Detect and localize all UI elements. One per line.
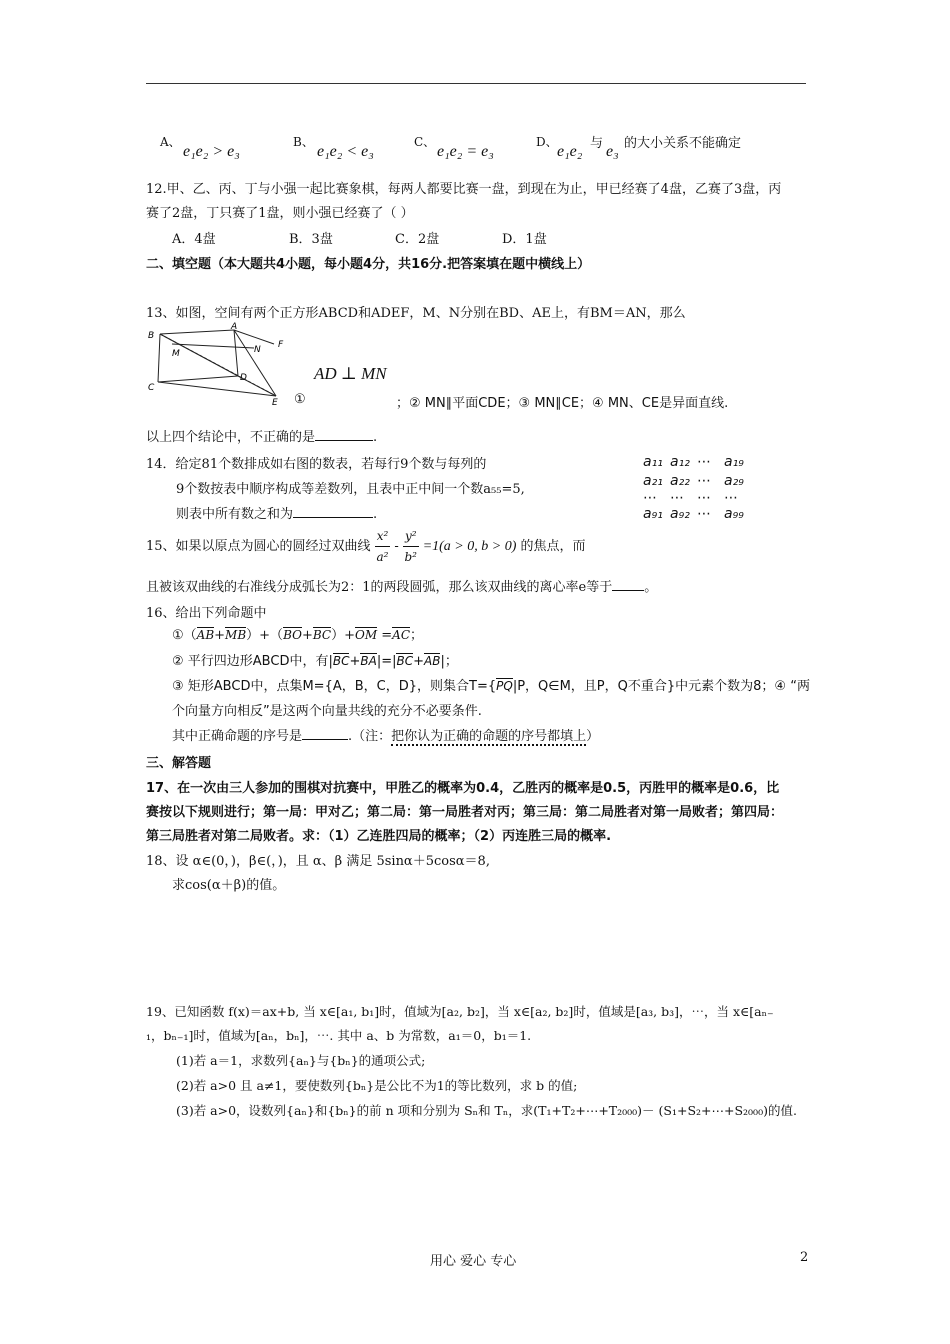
q15-question: 且被该双曲线的右准线分成弧长为2：1的两段圆弧，那么该双曲线的离心率e等于 <box>146 580 613 595</box>
q16-vector: MB <box>225 628 247 642</box>
q16-vector: BC <box>332 654 350 668</box>
q16-item3-line2: 个向量方向相反”是这两个向量共线的充分不必要条件. <box>172 704 482 719</box>
q13-fig-label-d: D <box>240 373 247 383</box>
q14-table-row <box>643 453 751 472</box>
q12-option-b: B．3盘 <box>289 232 333 247</box>
q19-part1: (1)若 a＝1，求数列{aₙ}与{bₙ}的通项公式; <box>176 1053 426 1068</box>
q13-fig-label-m: M <box>172 349 180 359</box>
q16-question: 其中正确命题的序号是 <box>172 729 303 744</box>
q14-cell: ⋯ <box>697 506 711 522</box>
q11-option-b-expr: e₁e₂ < e₃ <box>317 143 374 160</box>
q19-line2: ₁，bₙ₋₁]时，值域为[aₙ，bₙ]，⋯. 其中 a、b 为常数，a₁＝0，b₁＝1. <box>146 1028 532 1043</box>
q16-i1-text: ①（ <box>172 628 197 643</box>
q13-line1: 13、如图，空间有两个正方形ABCD和ADEF，M、N分别在BD、AE上，有BM＝AN，那么 <box>146 306 686 321</box>
q16-equals: = <box>377 628 393 643</box>
q11-option-c-expr: e₁e₂ = e₃ <box>437 143 494 160</box>
q11-option-d-label: D、 <box>536 135 558 149</box>
q17-line2: 赛按以下规则进行；第一局：甲对乙；第二局：第一局胜者对丙；第三局：第二局胜者对第一局败者；第四局： <box>146 805 784 820</box>
q15-den-b: b² <box>404 550 417 564</box>
q14-cell: a₉₉ <box>724 506 744 522</box>
q14-cell: a₉₂ <box>670 506 690 522</box>
q16-vector: BO <box>283 628 302 642</box>
q16-i1-end: ； <box>410 628 424 643</box>
q16-vector: AB <box>196 628 215 642</box>
q11-option-a-expr: e₁e₂ > e₃ <box>183 143 240 160</box>
q12-line1: 12.甲、乙、丙、丁与小强一起比赛象棋，每两人都要比赛一盘，到现在为止，甲已经赛了4盘，乙赛了3盘，丙 <box>146 182 782 197</box>
q15-num-y: y² <box>403 526 419 547</box>
header-rule <box>146 83 806 84</box>
q16-vector: BC <box>396 654 414 668</box>
q13-fig-label-b: B <box>148 331 155 341</box>
q16-i2-mid: |=| <box>376 654 397 669</box>
q15-condition: =1(a > 0, b > 0) <box>422 539 517 554</box>
q16-i1-text: ）+ <box>331 628 355 643</box>
q11-option-d-tail: 的大小关系不能确定 <box>624 136 742 151</box>
q16-note-suffix: ） <box>586 729 600 744</box>
q14-line1: 14．给定81个数排成如右图的数表，若每行9个数与每列的 <box>146 457 487 472</box>
q13-fig-label-c: C <box>148 383 155 393</box>
q13-math-ad-perp-mn: AD ⊥ MN <box>314 364 387 383</box>
q14-cell: a₁₁ <box>643 454 663 470</box>
q15-den-a: a² <box>376 550 389 564</box>
q15-line1 <box>146 526 586 567</box>
q13-item1: ① <box>294 392 306 407</box>
q18-line2: 求cos(α＋β)的值。 <box>172 878 286 893</box>
q14-cell: a₂₂ <box>670 473 690 489</box>
q16-vector: BA <box>360 654 377 668</box>
q11-option-c-label: C、 <box>414 135 436 149</box>
page-footer: 用心 爱心 专心 <box>430 1254 517 1269</box>
q16-note-emphasis: 把你认为正确的命题的序号都填上 <box>391 729 587 744</box>
q16-title: 16、给出下列命题中 <box>146 606 267 621</box>
q13-answer-blank[interactable] <box>315 428 373 441</box>
page-number: 2 <box>800 1250 809 1265</box>
q13-items-rest: ；② MN∥平面CDE；③ MN∥CE；④ MN、CE是异面直线. <box>396 396 729 411</box>
q16-i2-end: |； <box>440 654 458 669</box>
q12-option-a: A．4盘 <box>172 232 216 247</box>
q15-fraction-x <box>375 526 391 567</box>
q13-fig-label-e: E <box>272 398 278 406</box>
q14-cell: a₉₁ <box>643 506 663 522</box>
q17-line1: 17、在一次由三人参加的围棋对抗赛中，甲胜乙的概率为0.4，乙胜丙的概率是0.5，丙胜甲的概率是0.6，比 <box>146 781 780 796</box>
q16-vector: BC <box>312 628 332 642</box>
q13-fig-label-n: N <box>254 345 261 355</box>
section-2-heading: 二、填空题（本大题共4小题，每小题4分，共16分.把答案填在题中横线上） <box>146 257 591 272</box>
q11-option-d-mid: 与 <box>590 136 604 151</box>
q16-plus: + <box>349 654 361 669</box>
q14-cell: ⋯ <box>697 454 711 470</box>
q14-cell: a₁₂ <box>670 454 690 470</box>
q15-intro: 15、如果以原点为圆心的圆经过双曲线 <box>146 539 371 554</box>
q14-period: . <box>373 507 378 522</box>
q16-item2 <box>172 650 458 669</box>
q14-cell: ⋯ <box>670 490 684 506</box>
q16-vector: AB <box>424 654 441 668</box>
q16-vector: PQ <box>496 679 513 693</box>
q14-question: 则表中所有数之和为 <box>176 507 294 522</box>
q15-answer-blank[interactable] <box>612 578 644 591</box>
q16-plus: + <box>301 628 313 643</box>
q14-line2: 9个数按表中顺序构成等差数列，且表中正中间一个数a₅₅=5, <box>176 482 525 497</box>
q16-i3-text: |P，Q∈M，且P，Q不重合}中元素个数为8；④ “两 <box>512 679 810 694</box>
q19-part2: (2)若 a>0 且 a≠1，要使数列{bₙ}是公比不为1的等比数列，求 b 的值; <box>176 1078 578 1093</box>
q16-item1 <box>172 624 423 643</box>
q13-fig-label-a: A <box>231 322 238 332</box>
q14-cell: ⋯ <box>697 473 711 489</box>
q13-line3 <box>146 426 377 445</box>
q13-fig-label-f: F <box>278 340 284 350</box>
q13-figure <box>146 320 296 406</box>
q14-cell: ⋯ <box>724 490 738 506</box>
q12-option-c: C．2盘 <box>395 232 440 247</box>
q15-line2 <box>146 576 657 595</box>
q14-line3 <box>176 503 377 522</box>
q11-option-d-expr2: e₃ <box>606 143 619 160</box>
q14-table-row <box>643 491 751 505</box>
q15-minus: - <box>394 539 399 554</box>
q16-vector: AC <box>392 628 411 642</box>
q16-plus: + <box>214 628 226 643</box>
q13-period: . <box>373 430 378 445</box>
q16-answer-line <box>172 725 599 744</box>
q14-cell: ⋯ <box>697 490 711 506</box>
q11-option-b-label: B、 <box>293 135 314 149</box>
q15-num-x: x² <box>375 526 391 547</box>
q15-period: 。 <box>644 580 658 595</box>
q16-i1-text: ）+（ <box>246 628 284 643</box>
q13-question: 以上四个结论中，不正确的是 <box>146 430 316 445</box>
q12-option-d: D．1盘 <box>502 232 547 247</box>
q14-cell: ⋯ <box>643 490 657 506</box>
q14-number-table <box>643 453 751 524</box>
q16-item3 <box>172 675 810 694</box>
section-3-heading: 三、解答题 <box>146 756 212 771</box>
q19-part3: (3)若 a>0，设数列{aₙ}和{bₙ}的前 n 项和分别为 Sₙ和 Tₙ，求(T₁+T₂+⋯+T₂₀₀₀)－ (S₁+S₂+⋯+S₂₀₀₀)的值. <box>176 1103 797 1118</box>
q16-plus: + <box>413 654 425 669</box>
q15-tail: 的焦点，而 <box>520 539 586 554</box>
q15-fraction-y <box>403 526 419 567</box>
q11-option-d-expr: e₁e₂ <box>557 143 583 160</box>
q14-cell: a₂₉ <box>724 473 744 489</box>
q16-note-prefix: .（注： <box>348 729 392 744</box>
q14-answer-blank[interactable] <box>293 505 373 518</box>
q19-line1: 19、已知函数 f(x)＝ax+b, 当 x∈[a₁, b₁]时，值域为[a₂, b₂]，当 x∈[a₂, b₂]时，值域是[a₃, b₃]，⋯，当 x∈[aₙ₋ <box>146 1004 774 1019</box>
q16-vector: OM <box>355 628 378 642</box>
q16-i2-text: ② 平行四边形ABCD中，有| <box>172 654 333 669</box>
q11-option-a-label: A、 <box>160 135 181 149</box>
q14-table-row <box>643 505 751 524</box>
q14-cell: a₁₉ <box>724 454 744 470</box>
q14-table-row <box>643 472 751 491</box>
q16-answer-blank[interactable] <box>302 727 348 740</box>
q16-i3-text: ③ 矩形ABCD中，点集M={A，B，C，D}，则集合T={ <box>172 679 497 694</box>
q18-line1: 18、设 α∈(0，)，β∈(，)，且 α、β 满足 5sinα＋5cosα＝8, <box>146 854 490 869</box>
q14-cell: a₂₁ <box>643 473 663 489</box>
q17-line3: 第三局胜者对第二局败者。求：（1）乙连胜四局的概率；（2）丙连胜三局的概率. <box>146 829 612 844</box>
q12-line2: 赛了2盘，丁只赛了1盘，则小强已经赛了（ ） <box>146 206 414 221</box>
